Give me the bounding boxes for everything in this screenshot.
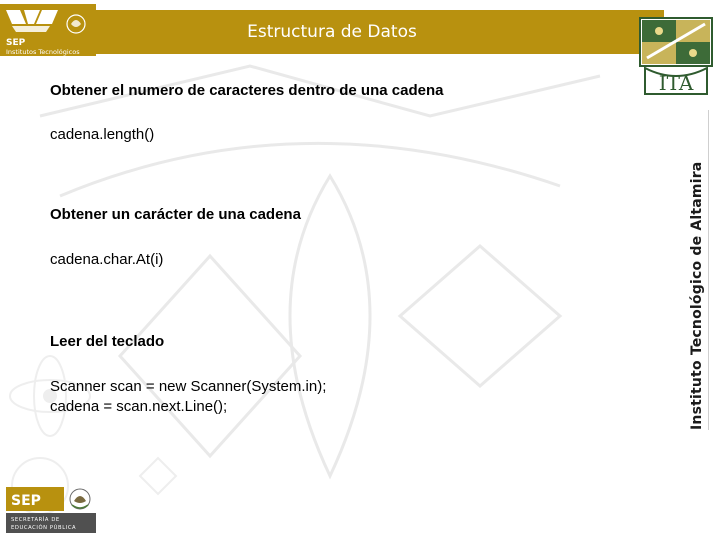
sep-bottom-line1: SECRETARÍA DE [11, 517, 60, 523]
mexico-eagle-icon [70, 489, 90, 509]
sep-tecnologicos-logo [0, 4, 96, 56]
sep-bottom-line2: EDUCACIÓN PÚBLICA [11, 525, 77, 531]
heading-length: Obtener el numero de caracteres dentro de una cadena [50, 82, 444, 99]
code-length: cadena.length() [50, 126, 155, 143]
sep-logo-text: SEP [6, 38, 26, 48]
ita-shield-logo [637, 14, 715, 100]
sep-logo [6, 487, 96, 533]
heading-char: Obtener un carácter de una cadena [50, 206, 301, 223]
code-line: cadena = scan.next.Line(); [50, 398, 228, 415]
code-scanner [50, 377, 326, 417]
ita-logo-text: ITA [658, 71, 694, 95]
code-char: cadena.char.At(i) [50, 251, 164, 268]
institute-name-vertical: Instituto Tecnológico de Altamira [689, 161, 705, 430]
tecnologicos-text: Institutos Tecnológicos [6, 48, 80, 56]
code-line: Scanner scan = new Scanner(System.in); [50, 378, 327, 395]
heading-keyboard: Leer del teclado [50, 333, 165, 350]
slide-title: Estructura de Datos [247, 22, 417, 42]
sep-bottom-title: SEP [11, 493, 41, 509]
